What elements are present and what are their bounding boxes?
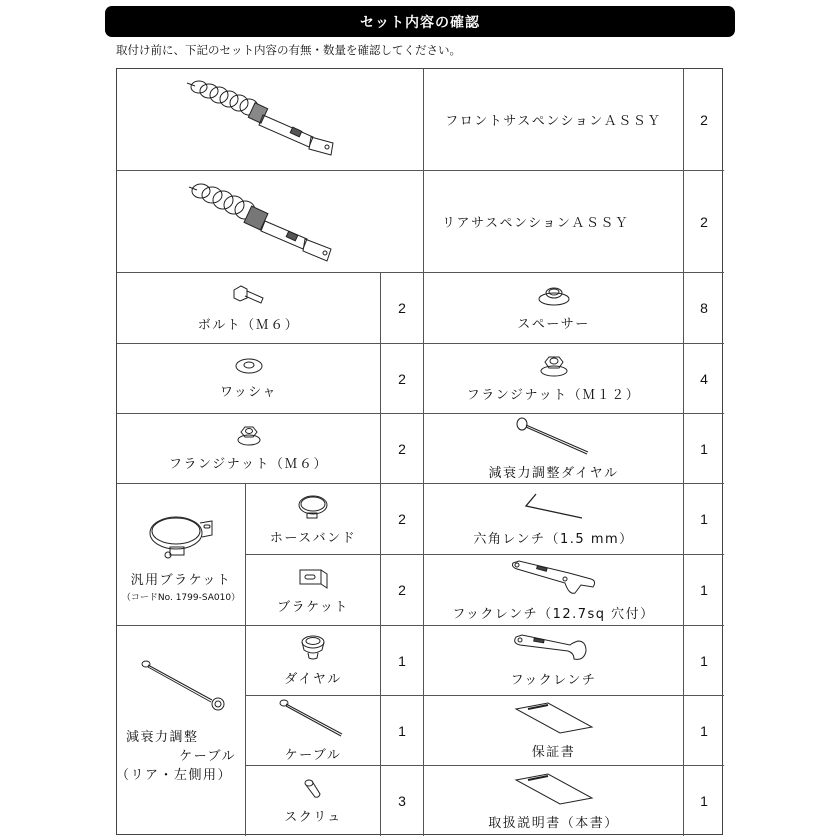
- bracket-group-label: 汎用ブラケット: [130, 572, 232, 588]
- cable-group-cell: [117, 626, 246, 836]
- adjust-cable-assembly-icon: [136, 656, 226, 712]
- bracket-cell: [246, 555, 381, 626]
- item-label: フックレンチ: [510, 673, 597, 688]
- item-qty: 1: [700, 511, 708, 527]
- front-assy-qty-cell: [684, 69, 724, 171]
- item-qty: 1: [398, 722, 406, 739]
- dial-qty-cell: [381, 626, 424, 696]
- item-label: フロントサスペンションＡＳＳＹ: [445, 114, 662, 129]
- item-label: フックレンチ（12.7sq 穴付）: [452, 606, 655, 622]
- item-qty: 3: [398, 793, 406, 809]
- bracket-group-code: （コードNo. 1799-SA010）: [121, 592, 241, 603]
- item-label: ケーブル: [284, 748, 342, 763]
- item-label: 六角レンチ（1.5 mm）: [473, 531, 634, 547]
- item-label: フランジナット（Ｍ６）: [169, 457, 328, 472]
- spacer-icon: [537, 285, 571, 307]
- item-label: 減衰力調整ダイヤル: [488, 466, 619, 481]
- item-qty: 1: [700, 793, 708, 809]
- item-qty: 2: [700, 111, 708, 128]
- flange-nut-icon: [539, 354, 569, 378]
- item-qty: 2: [398, 300, 406, 316]
- washer-qty-cell: [381, 344, 424, 414]
- cable-group-label-line3: （リア・左側用）: [116, 768, 233, 783]
- document-icon: [514, 772, 594, 806]
- cable-group-label-line1: 減衰力調整: [126, 730, 199, 745]
- bracket-icon: [297, 566, 329, 590]
- hex-wrench-icon: [522, 492, 586, 522]
- cable-group-label: [116, 726, 236, 783]
- dial-icon: [300, 634, 326, 662]
- bolt-cell: [117, 273, 381, 344]
- manual-cell: [424, 766, 684, 836]
- hook-wrench-icon: [509, 559, 599, 597]
- item-qty: 4: [700, 370, 708, 387]
- hook-wrench-hole-cell: [424, 555, 684, 626]
- item-qty: 2: [398, 511, 406, 527]
- bracket-assembly-icon: [146, 507, 216, 563]
- item-label: フランジナット（Ｍ１２）: [466, 388, 641, 403]
- screw-qty-cell: [381, 766, 424, 836]
- rear-assy-qty-cell: [684, 171, 724, 273]
- dial-cell: [246, 626, 381, 696]
- item-qty: 1: [700, 722, 708, 739]
- item-qty: 2: [398, 440, 406, 457]
- item-qty: 1: [700, 582, 708, 598]
- hex-wrench-cell: [424, 484, 684, 555]
- item-qty: 1: [700, 652, 708, 669]
- item-qty: 2: [398, 370, 406, 387]
- item-label: ワッシャ: [219, 385, 278, 400]
- hook-wrench-hole-qty-cell: [684, 555, 724, 626]
- rear-assy-label-cell: [424, 171, 684, 273]
- item-label: ボルト（Ｍ６）: [197, 317, 300, 333]
- damping-dial-cell: [424, 414, 684, 484]
- front-assy-label-cell: [424, 69, 684, 171]
- cable-qty-cell: [381, 696, 424, 766]
- flange-nut-m12-qty-cell: [684, 344, 724, 414]
- screw-icon: [303, 778, 323, 800]
- warranty-cell: [424, 696, 684, 766]
- item-qty: 2: [398, 582, 406, 598]
- warranty-qty-cell: [684, 696, 724, 766]
- flange-nut-m6-qty-cell: [381, 414, 424, 484]
- item-label: ブラケット: [277, 599, 349, 615]
- item-label: 取扱説明書（本書）: [488, 815, 619, 831]
- hose-band-qty-cell: [381, 484, 424, 555]
- intro-text: 取付け前に、下記のセット内容の有無・数量を確認してください。: [116, 43, 461, 57]
- item-qty: 1: [700, 440, 708, 457]
- item-label: スペーサー: [517, 316, 590, 332]
- damping-dial-qty-cell: [684, 414, 724, 484]
- hex-wrench-qty-cell: [684, 484, 724, 555]
- rear-suspension-assy-icon: [185, 177, 355, 267]
- front-assy-image-cell: [117, 69, 424, 171]
- rear-assy-image-cell: [117, 171, 424, 273]
- damping-dial-icon: [514, 416, 594, 456]
- document-icon: [514, 701, 594, 735]
- item-label: ホースバンド: [269, 530, 357, 546]
- item-label: スクリュ: [284, 809, 342, 825]
- cable-icon: [278, 698, 348, 738]
- washer-icon: [234, 357, 264, 375]
- bolt-icon: [231, 284, 267, 308]
- hook-wrench-qty-cell: [684, 626, 724, 696]
- hose-band-icon: [297, 493, 329, 521]
- page-header: [105, 6, 735, 37]
- flange-nut-icon: [236, 425, 262, 447]
- item-label: ダイヤル: [284, 672, 342, 687]
- hook-wrench-icon: [512, 633, 596, 663]
- screw-cell: [246, 766, 381, 836]
- spacer-cell: [424, 273, 684, 344]
- flange-nut-m6-cell: [117, 414, 381, 484]
- cable-cell: [246, 696, 381, 766]
- header-title: セット内容の確認: [360, 14, 480, 31]
- bracket-group-cell: [117, 484, 246, 626]
- item-label: リアサスペンションＡＳＳＹ: [442, 216, 630, 231]
- hose-band-cell: [246, 484, 381, 555]
- washer-cell: [117, 344, 381, 414]
- bolt-qty-cell: [381, 273, 424, 344]
- item-qty: 1: [398, 652, 406, 669]
- item-label: 保証書: [531, 745, 576, 760]
- bracket-qty-cell: [381, 555, 424, 626]
- hook-wrench-cell: [424, 626, 684, 696]
- item-qty: 2: [700, 213, 708, 230]
- spacer-qty-cell: [684, 273, 724, 344]
- manual-qty-cell: [684, 766, 724, 836]
- cable-group-label-line2: ケーブル: [179, 749, 236, 764]
- parts-table: [116, 68, 723, 835]
- flange-nut-m12-cell: [424, 344, 684, 414]
- item-qty: 8: [700, 300, 708, 316]
- front-suspension-assy-icon: [185, 75, 355, 165]
